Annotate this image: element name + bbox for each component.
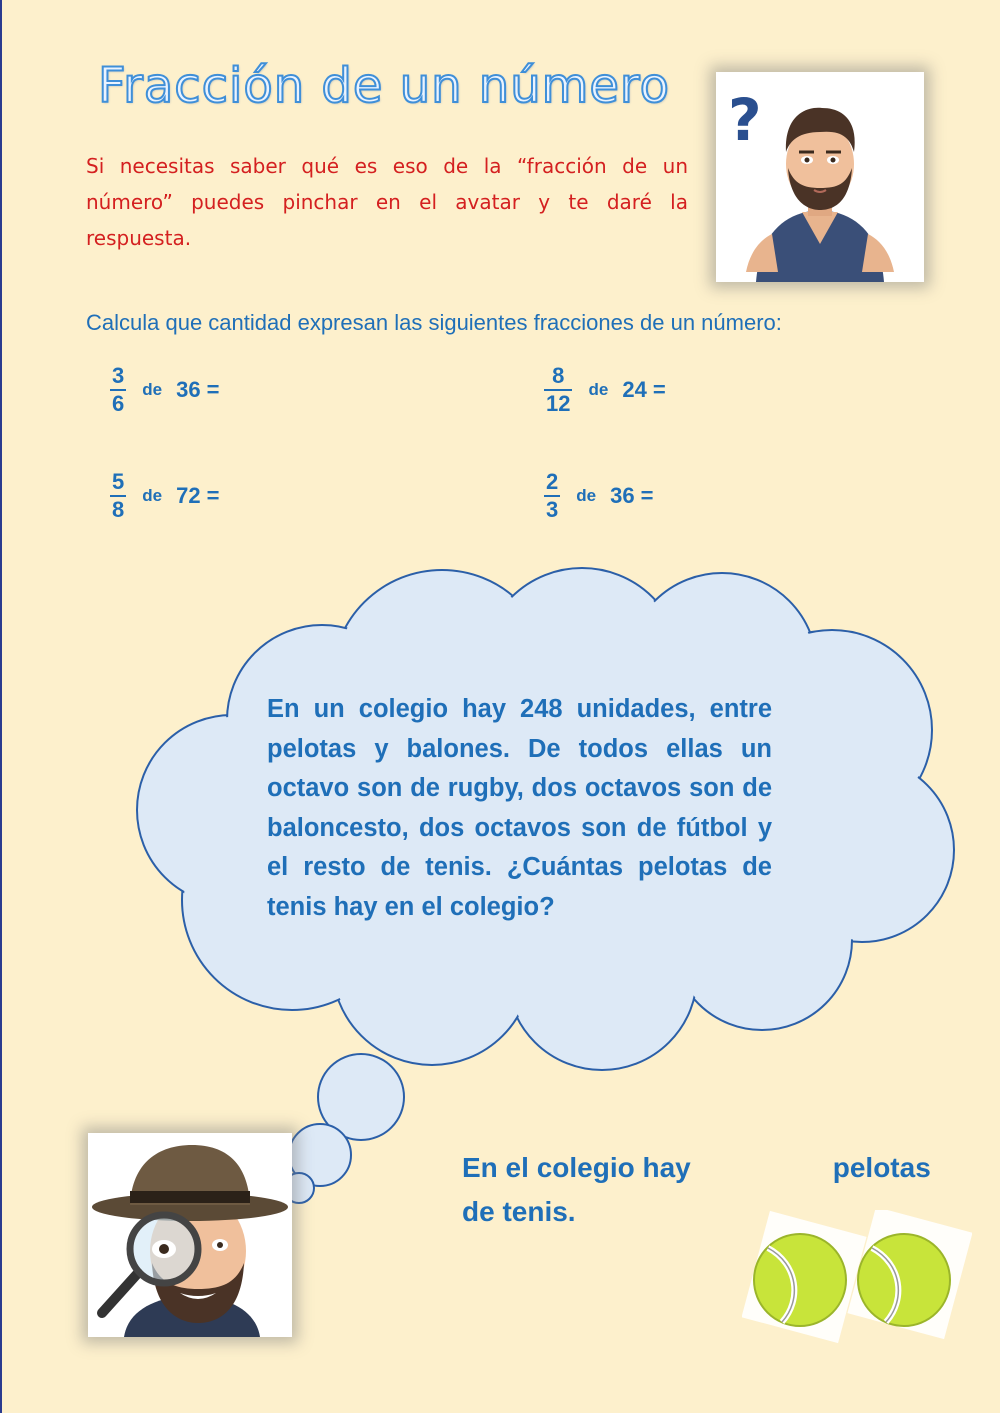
numerator: 3 bbox=[112, 363, 125, 388]
de-label: de bbox=[142, 380, 163, 399]
question-mark-icon: ? bbox=[728, 86, 762, 154]
answer-before: En el colegio hay bbox=[462, 1152, 691, 1183]
tennis-ball-icon bbox=[847, 1210, 972, 1339]
tennis-balls bbox=[742, 1210, 972, 1345]
whole-value: 36 = bbox=[610, 483, 654, 508]
detective-avatar bbox=[88, 1133, 292, 1337]
intro-text: Si necesitas saber qué es eso de la “fracción de un número” puedes pinchar en el avatar y te daré la respuesta. bbox=[86, 154, 688, 250]
answer-after: pelotas de tenis. bbox=[462, 1152, 931, 1227]
detective-illustration bbox=[88, 1133, 292, 1337]
numerator: 2 bbox=[546, 469, 559, 494]
denominator: 6 bbox=[112, 391, 125, 416]
denominator: 12 bbox=[546, 391, 571, 416]
whole-value: 36 = bbox=[176, 377, 220, 402]
whole-value: 24 = bbox=[622, 377, 666, 402]
de-label: de bbox=[576, 486, 597, 505]
tennis-ball-icon bbox=[742, 1211, 867, 1343]
whole-value: 72 = bbox=[176, 483, 220, 508]
de-label: de bbox=[588, 380, 609, 399]
page-title: Fracción de un número bbox=[98, 58, 670, 114]
denominator: 8 bbox=[112, 497, 125, 522]
numerator: 8 bbox=[552, 363, 565, 388]
denominator: 3 bbox=[546, 497, 559, 522]
instruction-text: Calcula que cantidad expresan las siguientes fracciones de un número: bbox=[86, 310, 782, 335]
numerator: 5 bbox=[112, 469, 125, 494]
problem-text: En un colegio hay 248 unidades, entre pelotas y balones. De todos ellas un octavo son de rugby, dos octavos son de baloncesto, dos octavos son de fútbol y el resto de tenis. ¿Cuántas pelotas de tenis hay en el colegio? bbox=[267, 695, 772, 921]
de-label: de bbox=[142, 486, 163, 505]
